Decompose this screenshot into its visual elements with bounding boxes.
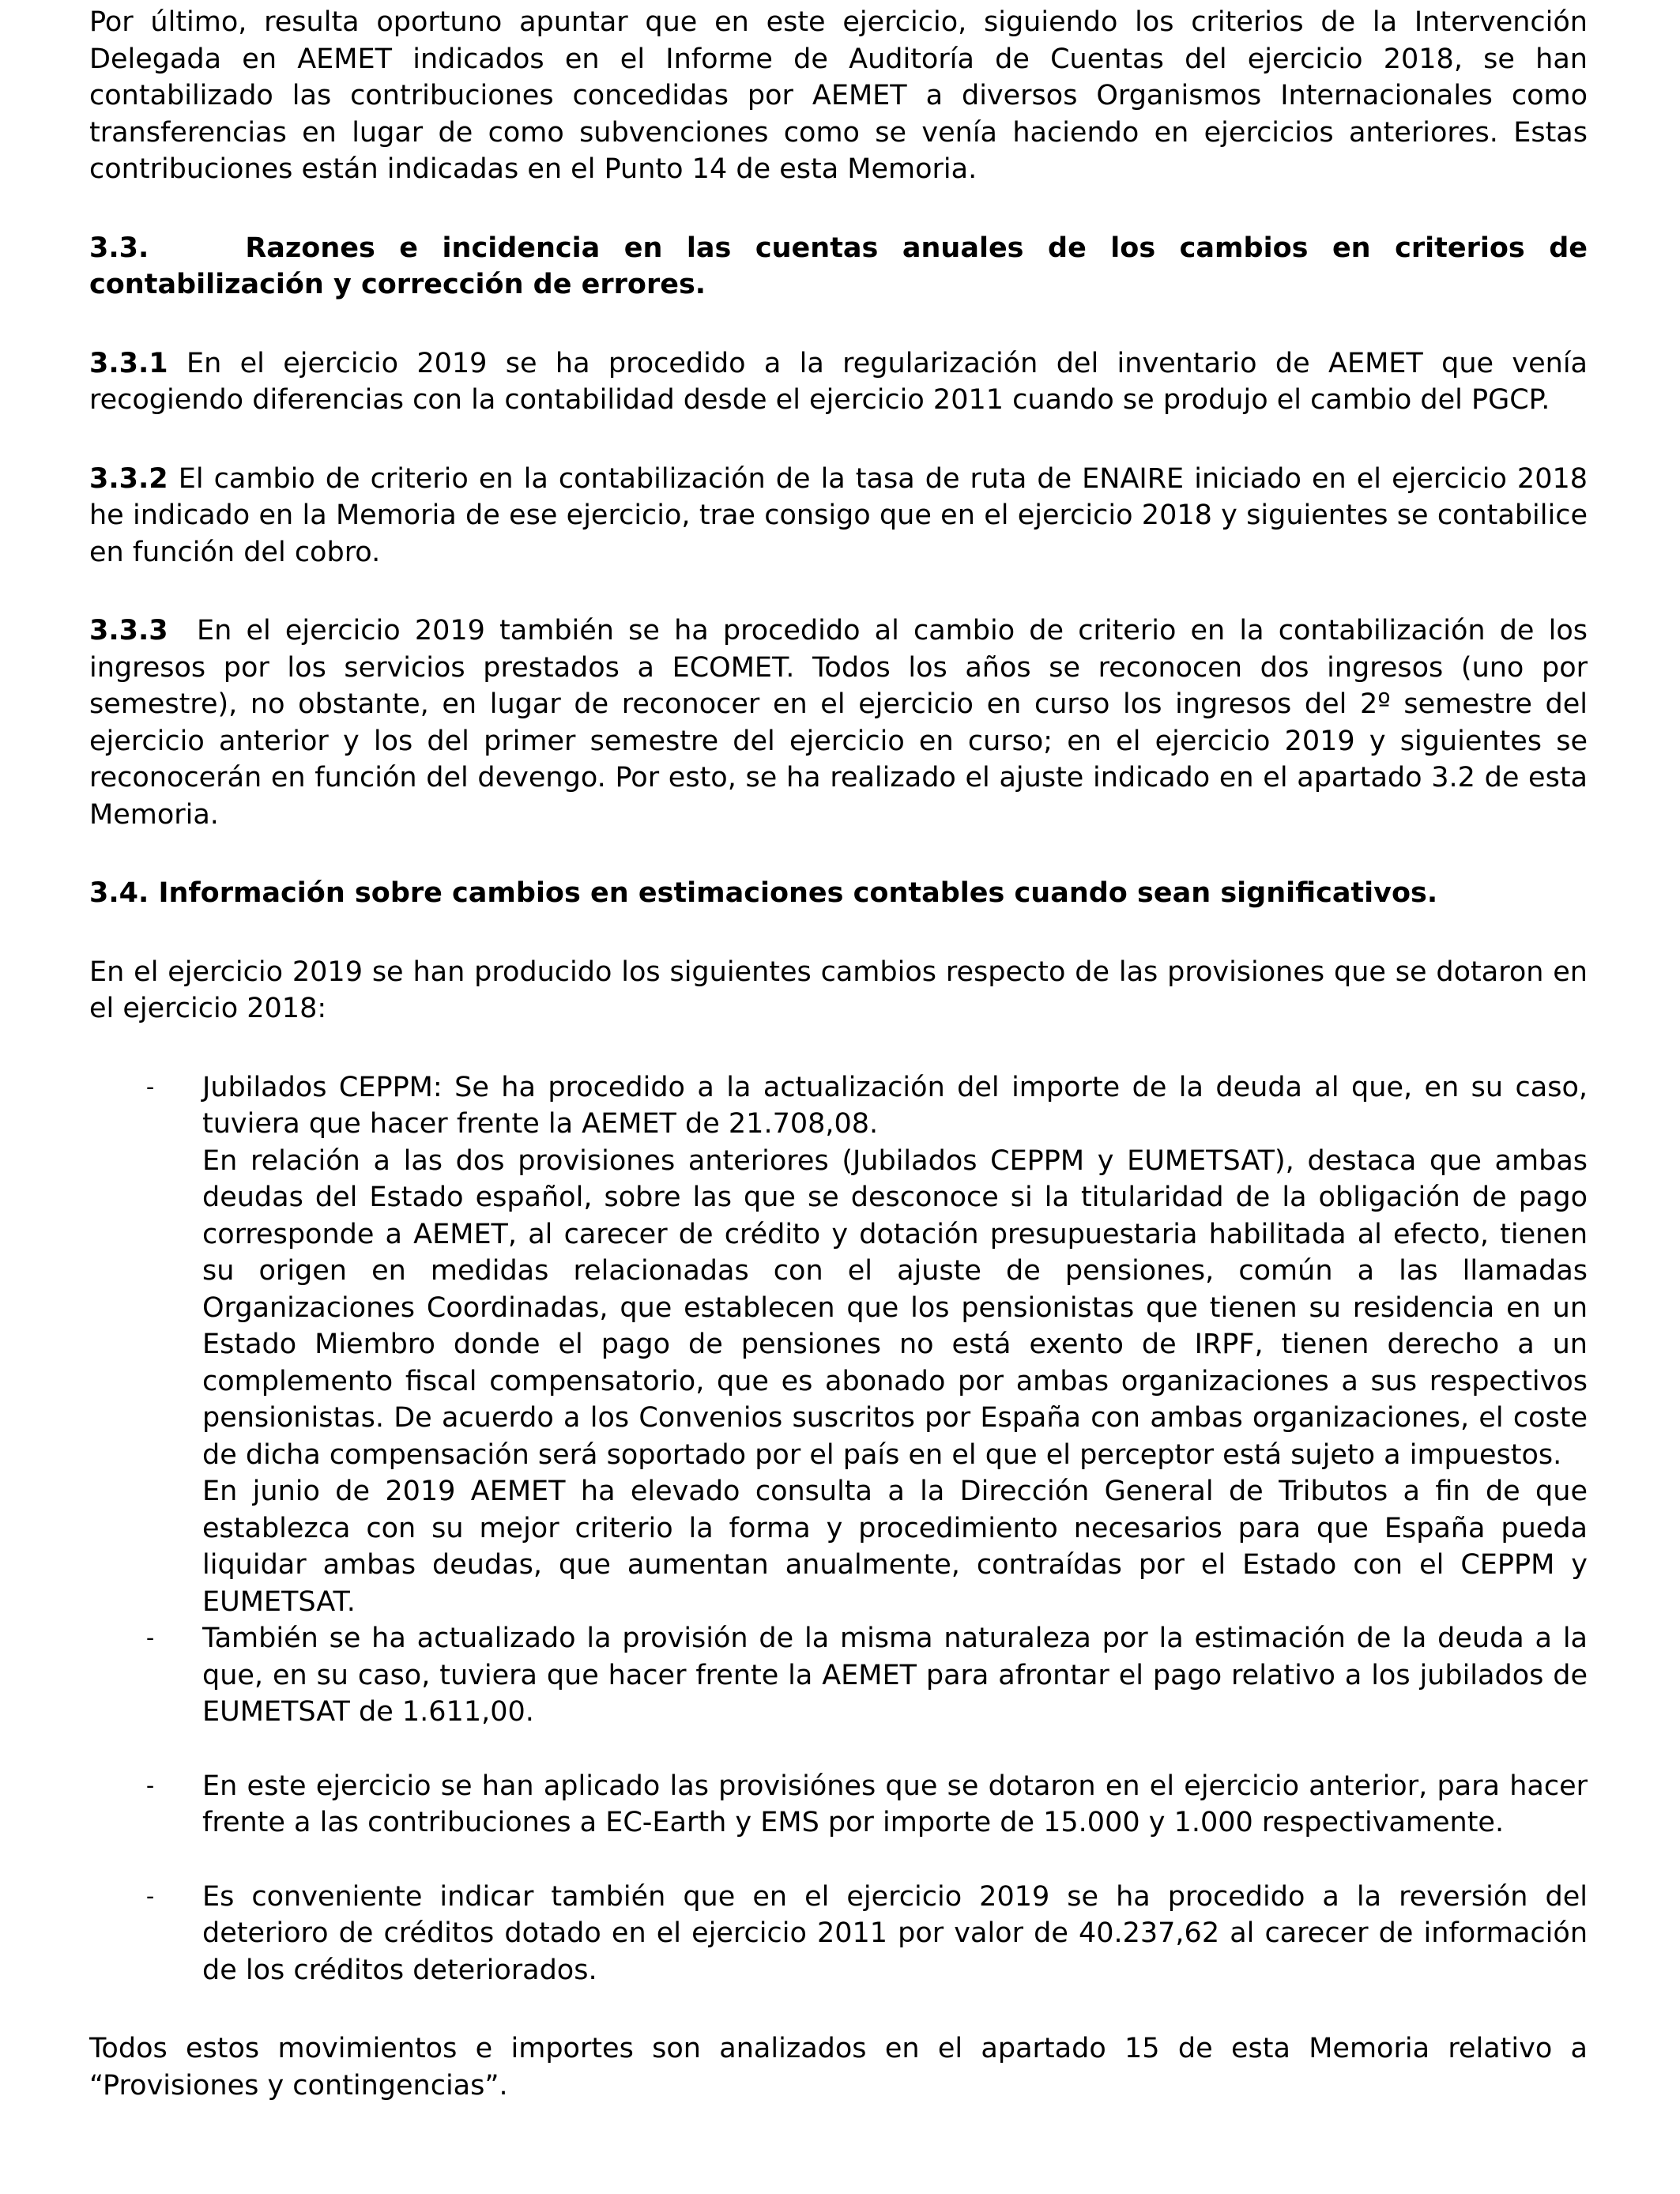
paragraph-text: En el ejercicio 2019 se ha procedido a la regularización del inventario de AEMET que venía recogiendo diferencias con la contabilidad desde el ejercicio 2011 cuando se produjo el cambio del PGCP. <box>89 347 1588 416</box>
provisions-list <box>89 1069 1588 1989</box>
list-item-text: En este ejercicio se han aplicado las provisiónes que se dotaron en el ejercicio anterior, para hacer frente a las contribuciones a EC-Earth y EMS por importe de 15.000 y 1.000 respectivamente. <box>202 1770 1588 1838</box>
section-3-4-intro: En el ejercicio 2019 se han producido los siguientes cambios respecto de las provisiones que se dotaron en el ejercicio 2018: <box>89 956 1588 1024</box>
paragraph-number: 3.3.3 <box>89 615 168 647</box>
list-item-text: También se ha actualizado la provisión de la misma naturaleza por la estimación de la deuda a la que, en su caso, tuviera que hacer frente la AEMET para afrontar el pago relativo a los jubilados de EUMETSAT de 1.611,00. <box>202 1623 1588 1728</box>
paragraph-text: El cambio de criterio en la contabilización de la tasa de ruta de ENAIRE iniciado en el ejercicio 2018 he indicado en la Memoria de ese ejercicio, trae consigo que en el ejercicio 2018 y siguientes se contabilice en función del cobro. <box>89 462 1588 568</box>
list-spacer <box>89 1731 1588 1768</box>
closing-paragraph: Todos estos movimientos e importes son analizados en el apartado 15 de esta Memoria relativo a “Provisiones y contingencias”. <box>89 2033 1588 2102</box>
list-item <box>89 1879 1588 1989</box>
paragraph-3-3-2 <box>89 461 1588 571</box>
paragraph-3-3-1 <box>89 345 1588 419</box>
list-item-text: En relación a las dos provisiones anteriores (Jubilados CEPPM y EUMETSAT), destaca que ambas deudas del Estado español, sobre las que se desconoce si la titularidad de la obligación de pago corresponde a AEMET, al carecer de crédito y dotación presupuestaria habilitada al efecto, tienen su origen en medidas relacionadas con el ajuste de pensiones, común a las llamadas Organizaciones Coordinadas, que establecen que los pensionistas que tienen su residencia en un Estado Miembro donde el pago de pensiones no está exento de IRPF, tienen derecho a un complemento fiscal compensatorio, que es abonado por ambas organizaciones a sus respectivos pensionistas. De acuerdo a los Convenios suscritos por España con ambas organizaciones, el coste de dicha compensación será soportado por el país en el que el perceptor está sujeto a impuestos. <box>202 1144 1588 1471</box>
paragraph-text: En el ejercicio 2019 también se ha procedido al cambio de criterio en la contabilización de los ingresos por los servicios prestados a ECOMET. Todos los años se reconocen dos ingresos (uno por semestre), no obstante, en lugar de reconocer en el ejercicio en curso los ingresos del 2º semestre del ejercicio anterior y los del primer semestre del ejercicio en curso; en el ejercicio 2019 y siguientes se reconocerán en función del devengo. Por esto, se ha realizado el ajuste indicado en el apartado 3.2 de esta Memoria. <box>89 615 1597 831</box>
paragraph-number: 3.3.1 <box>89 347 168 379</box>
bullet-dash: - <box>146 1624 155 1652</box>
list-item <box>89 1069 1588 1621</box>
section-3-3-number: 3.3. <box>89 232 149 264</box>
list-spacer <box>89 1842 1588 1879</box>
list-item <box>89 1768 1588 1842</box>
list-item-text: Jubilados CEPPM: Se ha procedido a la actualización del importe de la deuda al que, en su caso, tuviera que hacer frente la AEMET de 21.708,08. <box>202 1071 1588 1140</box>
section-3-3-heading <box>89 230 1588 303</box>
document-page <box>89 4 1597 2104</box>
list-item <box>89 1620 1588 1731</box>
intro-paragraph: Por último, resulta oportuno apuntar que en este ejercicio, siguiendo los criterios de la Intervención Delegada en AEMET indicados en el Informe de Auditoría de Cuentas del ejercicio 2018, se han contabilizado las contribuciones concedidas por AEMET a diversos Organismos Internacionales como transferencias en lugar de como subvenciones como se venía haciendo en ejercicios anteriores. Estas contribuciones están indicadas en el Punto 14 de esta Memoria. <box>89 6 1588 185</box>
list-item-text: En junio de 2019 AEMET ha elevado consulta a la Dirección General de Tributos a fin de que establezca con su mejor criterio la forma y procedimiento necesarios para que España pueda liquidar ambas deudas, que aumentan anualmente, contraídas por el Estado con el CEPPM y EUMETSAT. <box>202 1476 1588 1618</box>
bullet-dash: - <box>146 1072 155 1101</box>
section-3-3-title: Razones e incidencia en las cuentas anuales de los cambios en criterios de contabilización y corrección de errores. <box>89 232 1588 300</box>
bullet-dash: - <box>146 1771 155 1800</box>
paragraph-3-3-3 <box>89 613 1597 833</box>
section-3-4-heading: 3.4. Información sobre cambios en estimaciones contables cuando sean significativos. <box>89 877 1438 909</box>
list-item-text: Es conveniente indicar también que en el ejercicio 2019 se ha procedido a la reversión del deterioro de créditos dotado en el ejercicio 2011 por valor de 40.237,62 al carecer de información de los créditos deteriorados. <box>202 1880 1588 1986</box>
paragraph-number: 3.3.2 <box>89 462 168 495</box>
bullet-dash: - <box>146 1882 155 1910</box>
